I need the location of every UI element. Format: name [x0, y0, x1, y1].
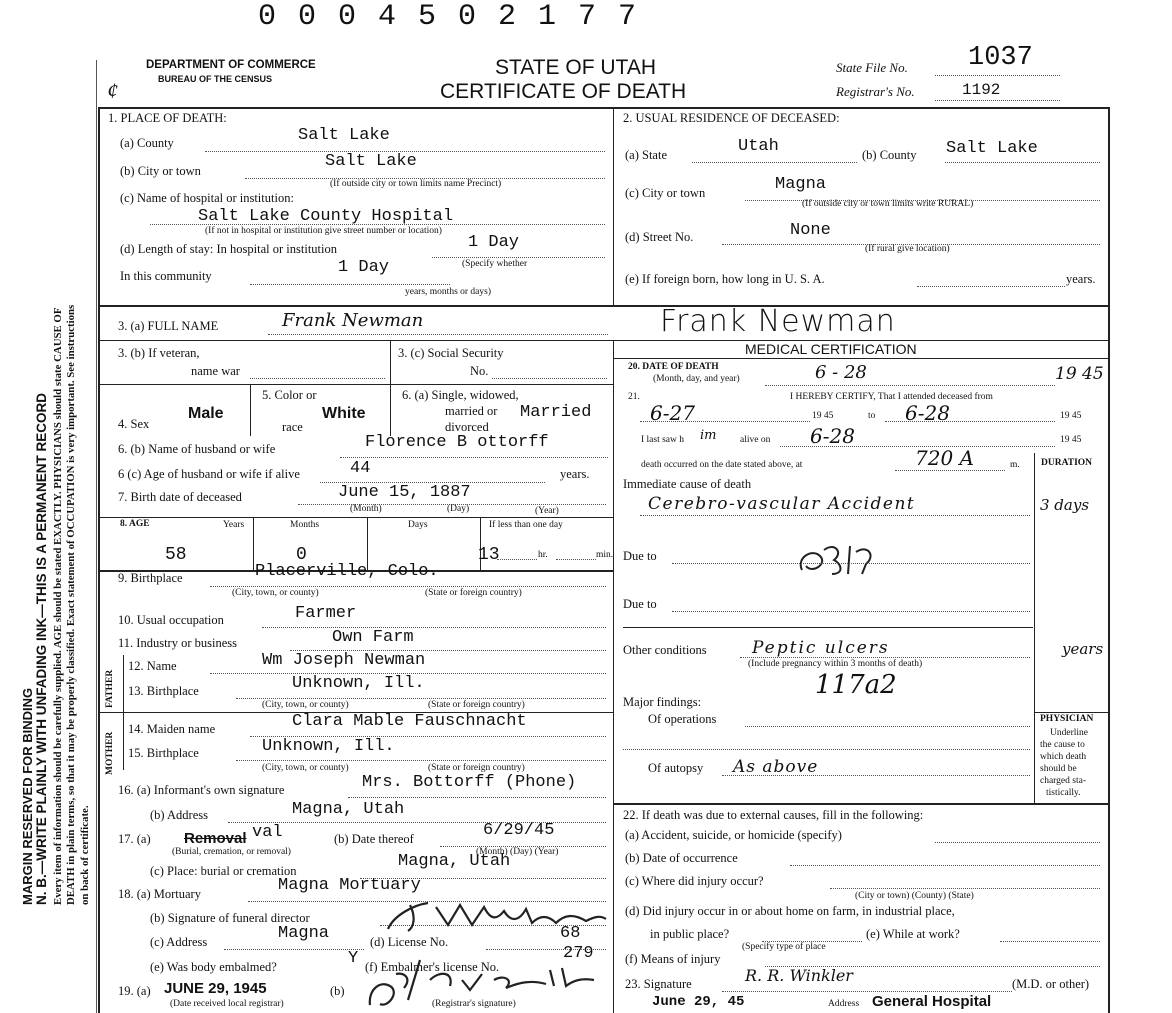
burial-place: Magna, Utah [398, 852, 511, 871]
injury-where-note: (City or town) (County) (State) [855, 891, 974, 901]
registrar-label: Registrar's No. [836, 84, 915, 99]
physician-signature: R. R. Winkler [745, 966, 853, 985]
signature-date: June 29, 45 [652, 994, 745, 1010]
physician-signature-label: 23. Signature [625, 977, 692, 991]
mother-name: Clara Mable Fauschnacht [292, 712, 527, 731]
sex-label: 4. Sex [118, 417, 150, 431]
residence-city-label: (c) City or town [625, 186, 706, 200]
mother-name-label: 14. Maiden name [128, 722, 216, 736]
age-hr: hr. [538, 550, 548, 560]
last-saw-label: I last saw h [641, 435, 685, 445]
medical-cert-title: MEDICAL CERTIFICATION [745, 341, 917, 357]
state-file-number: 1037 [968, 43, 1033, 73]
father-birthplace: Unknown, Ill. [292, 674, 425, 693]
immediate-cause: Cerebro-vascular Accident [648, 494, 916, 514]
embalmed-label: (e) Was body embalmed? [150, 960, 277, 974]
to-label: to [868, 411, 876, 421]
attended-from-year: 19 45 [812, 411, 834, 421]
mother-birthplace-label: 15. Birthplace [128, 746, 199, 760]
signature-address: General Hospital [872, 993, 992, 1010]
due-to-1-label: Due to [623, 549, 657, 563]
less-than-day-header: If less than one day [489, 520, 563, 530]
veteran-label: 3. (b) If veteran, [118, 346, 200, 360]
date-of-death-year: 19 45 [1055, 364, 1104, 384]
social-security-label: 3. (c) Social Security [398, 346, 504, 360]
physician-note-5: charged sta- [1040, 776, 1086, 786]
physician-note-4: should be [1040, 764, 1077, 774]
filing-date: JUNE 29, 1945 [164, 980, 267, 997]
informant-address: Magna, Utah [292, 800, 405, 819]
father-side-label: FATHER [105, 669, 115, 708]
margin-instructions-1: Every item of information should be carefully supplied. AGE should be stated EXACTLY. PHYSICIANS should state CAUSE OF [52, 307, 64, 905]
of-operations-label: Of operations [648, 712, 717, 726]
date-of-death-label: 20. DATE OF DEATH [628, 362, 719, 372]
registrar-sig-note: (Registrar's signature) [432, 999, 516, 1009]
burial-removal-struck: Removal [184, 830, 247, 847]
cause-code-2: 117a2 [815, 670, 897, 700]
length-of-stay-label: (d) Length of stay: In hospital or institution [120, 242, 337, 256]
father-name-label: 12. Name [128, 659, 177, 673]
alive-on-year: 19 45 [1060, 435, 1082, 445]
md-or-other-label: (M.D. or other) [1012, 977, 1090, 991]
external-causes-title: 22. If death was due to external causes, fill in the following: [623, 808, 924, 822]
mortuary-label: 18. (a) Mortuary [118, 887, 201, 901]
age-label: 8. AGE [120, 519, 150, 529]
community-label: In this community [120, 269, 212, 283]
immediate-cause-label: Immediate cause of death [623, 477, 752, 491]
filing-date-note: (Date received local registrar) [170, 999, 284, 1009]
filing-label: 19. (a) [118, 984, 151, 998]
burial-date-label: (b) Date thereof [334, 832, 414, 846]
race-label: race [282, 420, 303, 434]
mother-bp-city-note: (City, town, or county) [262, 763, 349, 773]
age-months-header: Months [290, 520, 320, 530]
injury-place-label: (d) Did injury occur in or about home on farm, in industrial place, [625, 904, 955, 918]
spouse-label: 6. (b) Name of husband or wife [118, 442, 276, 456]
social-security-no-label: No. [470, 364, 489, 378]
death-city-label: (b) City or town [120, 164, 201, 178]
age-min: min. [596, 550, 614, 560]
foreign-born-label: (e) If foreign born, how long in U. S. A. [625, 272, 825, 286]
city-note: (If outside city or town limits name Precinct) [330, 179, 502, 189]
age-years: 58 [165, 545, 187, 565]
due-to-2-label: Due to [623, 597, 657, 611]
check-mark: ¢ [107, 78, 118, 103]
signature-address-label: Address [828, 999, 860, 1009]
death-county-label: (a) County [120, 136, 174, 150]
mortuary-name: Magna Mortuary [278, 876, 421, 895]
full-name-signature: Frank Newman [282, 310, 424, 331]
of-autopsy-label: Of autopsy [648, 761, 704, 775]
license-number: 68 [560, 924, 581, 943]
date-of-death: 6 - 28 [815, 362, 867, 383]
alive-on-date: 6-28 [810, 424, 855, 448]
death-time: 720 A [915, 446, 974, 470]
burial-date: 6/29/45 [483, 821, 555, 840]
residence-state: Utah [738, 137, 779, 156]
birthplace-city-note: (City, town, or county) [232, 588, 319, 598]
street-label: (d) Street No. [625, 230, 694, 244]
burial-date-note: (Month) (Day) (Year) [476, 847, 559, 857]
license-label: (d) License No. [370, 935, 449, 949]
embalmer-license-label: (f) Embalmer's license No. [365, 960, 500, 974]
state-title: STATE OF UTAH [495, 56, 656, 79]
community-stay: 1 Day [338, 258, 390, 277]
major-findings-label: Major findings: [623, 695, 702, 709]
other-conditions-duration: years [1062, 640, 1104, 658]
father-bp-state-note: (State or foreign country) [428, 700, 525, 710]
injury-where-label: (c) Where did injury occur? [625, 874, 764, 888]
dept-label: DEPARTMENT OF COMMERCE [146, 59, 316, 71]
death-occurred-label: death occurred on the date stated above, at [641, 460, 803, 470]
marital-label-a: 6. (a) Single, widowed, [402, 388, 519, 402]
filing-b-label: (b) [330, 984, 345, 998]
birthplace-state-note: (State or foreign country) [425, 588, 522, 598]
physician-note-2: the cause to [1040, 740, 1085, 750]
date-of-occurrence-label: (b) Date of occurrence [625, 851, 738, 865]
margin-binding-note: MARGIN RESERVED FOR BINDING [20, 687, 35, 905]
mortuary-address-label: (c) Address [150, 935, 208, 949]
occupation-label: 10. Usual occupation [118, 613, 224, 627]
street-value: None [790, 221, 831, 240]
mother-side-label: MOTHER [105, 731, 115, 775]
hospital-label: (c) Name of hospital or institution: [120, 191, 294, 205]
burial-label: 17. (a) [118, 832, 151, 846]
hospital-name: Salt Lake County Hospital [198, 207, 454, 226]
cause-code-mark [790, 530, 890, 580]
autopsy-value: As above [733, 757, 819, 777]
street-note: (If rural give location) [865, 244, 950, 254]
funeral-director-sig-label: (b) Signature of funeral director [150, 911, 310, 925]
father-birthplace-label: 13. Birthplace [128, 684, 199, 698]
specify-units: years, months or days) [405, 287, 492, 297]
specify-whether: (Specify whether [462, 259, 528, 269]
other-conditions-label: Other conditions [623, 643, 707, 657]
place-type-note: (Specify type of place [742, 942, 826, 952]
other-conditions-note: (Include pregnancy within 3 months of death) [748, 659, 923, 669]
spouse-name: Florence B ottorff [365, 433, 549, 452]
death-city: Salt Lake [325, 152, 417, 171]
registrar-number: 1192 [962, 81, 1001, 99]
mortuary-address: Magna [278, 924, 330, 943]
age-days: 13 [478, 545, 500, 565]
attended-to-year: 19 45 [1060, 411, 1082, 421]
race-value: White [322, 405, 366, 422]
birth-date: June 15, 1887 [338, 483, 471, 502]
day-note: (Day) [447, 504, 470, 514]
full-name-label: 3. (a) FULL NAME [118, 319, 219, 333]
residence-county-label: (b) County [862, 148, 917, 162]
item-21-label: 21. [628, 392, 640, 402]
spouse-age: 44 [350, 459, 371, 478]
residence-county: Salt Lake [946, 139, 1038, 158]
hospital-note: (If not in hospital or institution give street number or location) [205, 226, 442, 236]
embalmed-value: Y [348, 949, 359, 968]
bureau-label: BUREAU OF THE CENSUS [158, 74, 273, 84]
informant-value: Mrs. Bottorff (Phone) [362, 773, 577, 792]
marital-label-b: married or [445, 404, 498, 418]
age-days-header: Days [408, 520, 428, 530]
date-of-death-note: (Month, day, and year) [653, 374, 740, 384]
attended-from: 6-27 [650, 401, 695, 425]
birthplace-label: 9. Birthplace [118, 571, 183, 585]
physician-note-header: PHYSICIAN [1040, 714, 1094, 724]
while-at-work-label: (e) While at work? [866, 927, 960, 941]
file-number: 0 0 0 4 5 0 2 1 7 7 [258, 0, 639, 34]
age-months: 0 [296, 545, 307, 565]
burial-type: val [252, 823, 283, 842]
physician-note-6: tistically. [1046, 788, 1081, 798]
means-of-injury-label: (f) Means of injury [625, 952, 721, 966]
state-file-label: State File No. [836, 60, 908, 75]
informant-address-label: (b) Address [150, 808, 208, 822]
residence-city-note: (If outside city or town limits write RURAL) [802, 199, 974, 209]
embalmer-license: 279 [563, 944, 594, 963]
burial-place-label: (c) Place: burial or cremation [150, 864, 297, 878]
color-label: 5. Color or [262, 388, 317, 402]
death-county: Salt Lake [298, 126, 390, 145]
public-place-label: in public place? [650, 927, 730, 941]
full-name-handprinted: Frank Newman [660, 304, 896, 339]
residence-city: Magna [775, 175, 827, 194]
mother-birthplace: Unknown, Ill. [262, 737, 395, 756]
length-of-stay: 1 Day [468, 233, 520, 252]
physician-note-1: Underline [1050, 728, 1088, 738]
margin-instructions-3: on back of certificate. [79, 805, 91, 905]
duration-header: DURATION [1041, 458, 1093, 468]
month-note: (Month) [350, 504, 382, 514]
year-note: (Year) [535, 506, 559, 516]
industry-label: 11. Industry or business [118, 636, 237, 650]
informant-label: 16. (a) Informant's own signature [118, 783, 285, 797]
father-bp-city-note: (City, town, or county) [262, 700, 349, 710]
occupation: Farmer [295, 604, 357, 623]
marital-label-c: divorced [445, 420, 489, 434]
attended-to: 6-28 [905, 401, 950, 425]
birthplace: Placerville, Colo. [255, 562, 439, 581]
industry: Own Farm [332, 628, 414, 647]
usual-residence-title: 2. USUAL RESIDENCE OF DECEASED: [623, 111, 840, 125]
accident-label: (a) Accident, suicide, or homicide (specify) [625, 828, 842, 842]
age-years-header: Years [223, 520, 245, 530]
veteran-war-label: name war [191, 364, 240, 378]
time-m-label: m. [1010, 460, 1020, 470]
physician-note-3: which death [1040, 752, 1087, 762]
alive-on-label: alive on [740, 435, 771, 445]
place-of-death-title: 1. PLACE OF DEATH: [108, 111, 227, 125]
father-name: Wm Joseph Newman [262, 651, 426, 670]
mother-bp-state-note: (State or foreign country) [428, 763, 525, 773]
residence-state-label: (a) State [625, 148, 667, 162]
certify-text: I HEREBY CERTIFY, That I attended deceased from [790, 392, 993, 402]
spouse-age-label: 6 (c) Age of husband or wife if alive [118, 467, 300, 481]
sex-value: Male [188, 405, 224, 422]
margin-instructions-2: DEATH in plain terms, so that it may be properly classified. Exact statement of OCCUPATION is very important. See instructions [65, 304, 77, 905]
certificate-title: CERTIFICATE OF DEATH [440, 80, 687, 103]
spouse-age-years: years. [560, 467, 590, 481]
burial-note: (Burial, cremation, or removal) [172, 847, 291, 857]
foreign-years-label: years. [1066, 272, 1096, 286]
other-conditions: Peptic ulcers [752, 638, 890, 658]
margin-ink-note: N. B.—WRITE PLAINLY WITH UNFADING INK—THIS IS A PERMANENT RECORD [34, 392, 49, 905]
birth-date-label: 7. Birth date of deceased [118, 490, 242, 504]
last-saw-value: im [700, 428, 717, 443]
marital-value: Married [520, 403, 592, 422]
immediate-cause-duration: 3 days [1040, 496, 1090, 514]
